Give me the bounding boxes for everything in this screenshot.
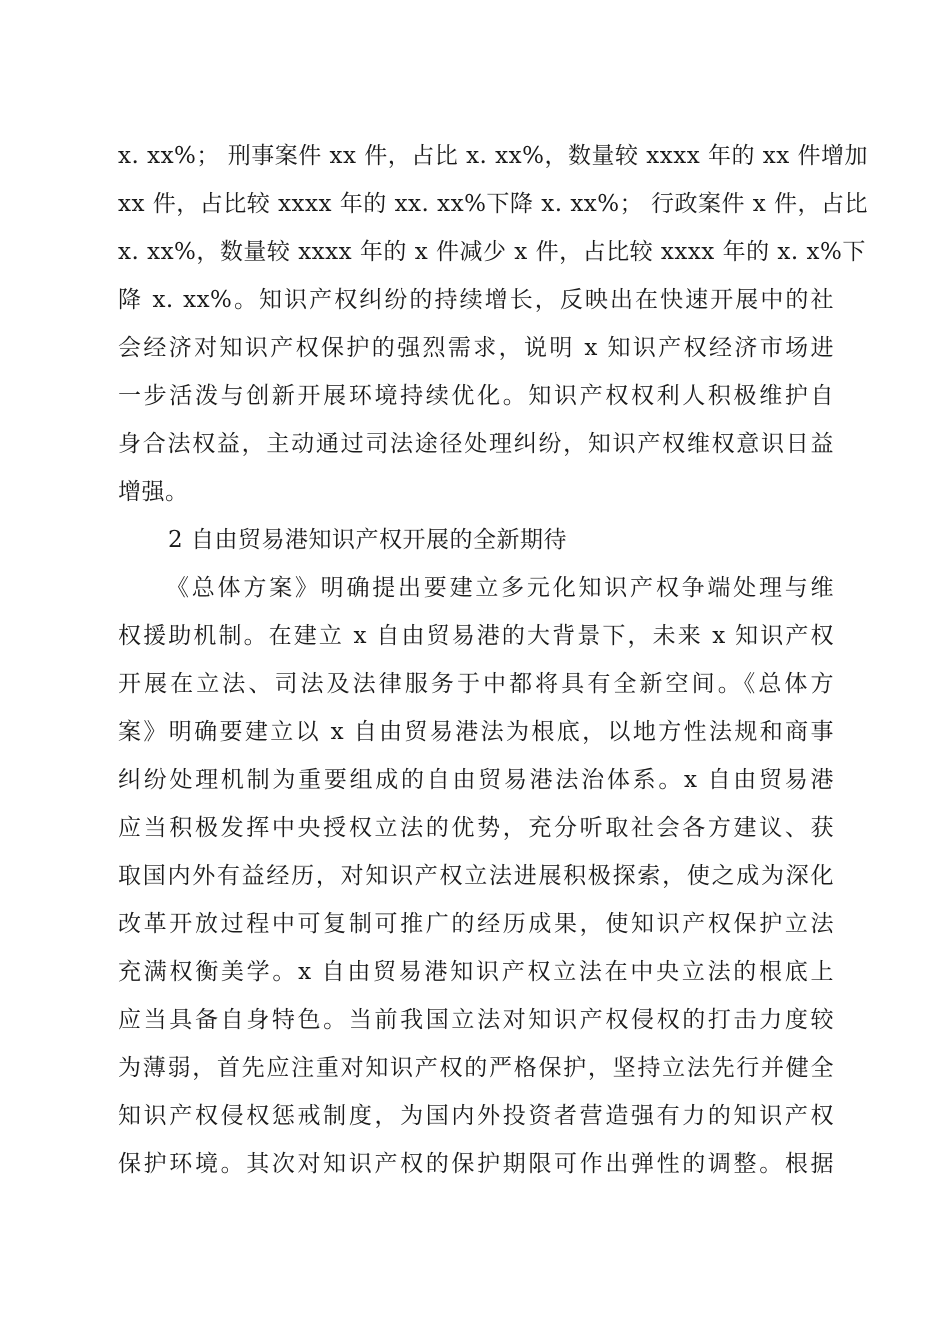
text-line: 权援助机制。在建立 x 自由贸易港的大背景下，未来 x 知识产权 — [118, 623, 834, 649]
text-line: x. xx%； 刑事案件 xx 件，占比 x. xx%，数量较 xxxx 年的 xx 件增加 — [118, 143, 869, 169]
text-line: 增强。 — [118, 479, 189, 505]
paragraph-expectations — [118, 564, 834, 1188]
text-line: 应当具备自身特色。当前我国立法对知识产权侵权的打击力度较 — [118, 1007, 834, 1033]
text-line: 案》明确要建立以 x 自由贸易港法为根底，以地方性法规和商事 — [118, 719, 834, 745]
paragraph-statistics — [118, 132, 869, 516]
text-line: 降 x. xx%。知识产权纠纷的持续增长，反映出在快速开展中的社 — [118, 287, 834, 313]
section-heading: 2 自由贸易港知识产权开展的全新期待 — [168, 527, 567, 553]
text-line: 应当积极发挥中央授权立法的优势，充分听取社会各方建议、获 — [118, 815, 834, 841]
text-line: xx 件，占比较 xxxx 年的 xx. xx%下降 x. xx%； 行政案件 x 件，占比 — [118, 191, 869, 217]
text-line: 会经济对知识产权保护的强烈需求，说明 x 知识产权经济市场进 — [118, 335, 834, 361]
text-line: 一步活泼与创新开展环境持续优化。知识产权权利人积极维护自 — [118, 383, 834, 409]
text-line: x. xx%，数量较 xxxx 年的 x 件减少 x 件，占比较 xxxx 年的 x. x%下 — [118, 239, 866, 265]
text-line: 身合法权益，主动通过司法途径处理纠纷，知识产权维权意识日益 — [118, 431, 834, 457]
text-line: 开展在立法、司法及法律服务于中都将具有全新空间。《总体方 — [118, 671, 834, 697]
text-line: 《总体方案》明确提出要建立多元化知识产权争端处理与维 — [166, 575, 834, 601]
text-line: 取国内外有益经历，对知识产权立法进展积极探索，使之成为深化 — [118, 863, 834, 889]
text-line: 为薄弱，首先应注重对知识产权的严格保护，坚持立法先行并健全 — [118, 1055, 834, 1081]
text-line: 改革开放过程中可复制可推广的经历成果，使知识产权保护立法 — [118, 911, 834, 937]
text-line: 知识产权侵权惩戒制度，为国内外投资者营造强有力的知识产权 — [118, 1103, 834, 1129]
text-line: 充满权衡美学。x 自由贸易港知识产权立法在中央立法的根底上 — [118, 959, 834, 985]
text-line: 保护环境。其次对知识产权的保护期限可作出弹性的调整。根据 — [118, 1151, 834, 1177]
text-line: 纠纷处理机制为重要组成的自由贸易港法治体系。x 自由贸易港 — [118, 767, 834, 793]
document-body — [118, 132, 869, 1188]
